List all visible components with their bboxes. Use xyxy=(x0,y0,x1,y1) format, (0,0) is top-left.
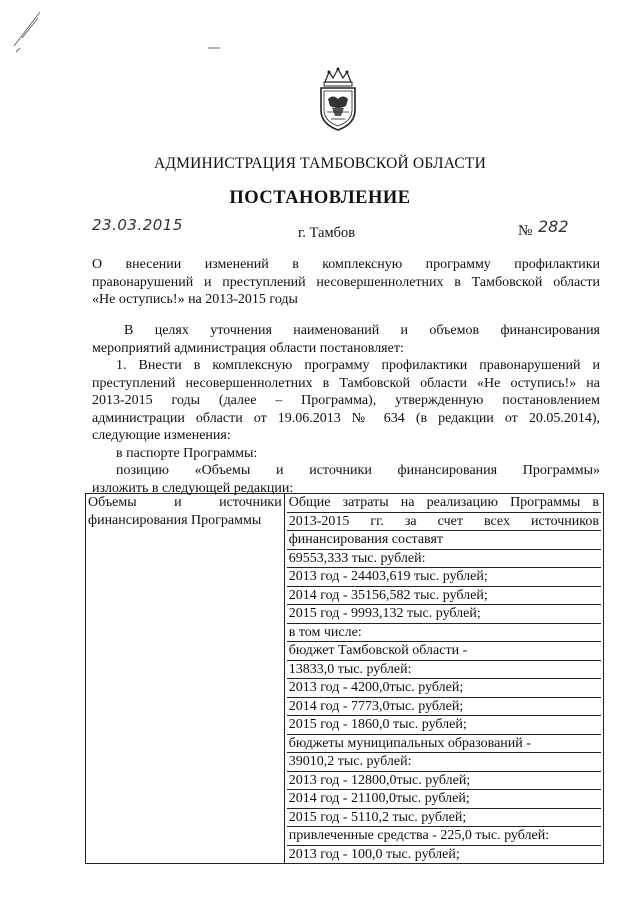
right-cell-line: 2013 год - 4200,0тыс. рублей; xyxy=(287,678,601,697)
organization-name: АДМИНИСТРАЦИЯ ТАМБОВСКОЙ ОБЛАСТИ xyxy=(154,155,486,172)
body-line: позицию «Объемы и источники финансирования Программы» xyxy=(116,463,600,478)
right-cell-line: 2014 год - 7773,0тыс. рублей; xyxy=(287,697,601,716)
document-type-title: ПОСТАНОВЛЕНИЕ xyxy=(229,188,411,208)
table-right-cell xyxy=(284,494,603,864)
left-cell-line: Объемы и источники xyxy=(88,495,282,510)
document-city: г. Тамбов xyxy=(298,225,356,241)
margin-scribble xyxy=(8,8,48,58)
body-line: 2013-2015 годы (далее – Программа), утвержденную постановлением xyxy=(92,393,600,408)
right-cell-line: 2013 год - 100,0 тыс. рублей; xyxy=(287,845,601,864)
body-line: В целях уточнения наименований и объемов финансирования xyxy=(124,323,600,338)
right-cell-line: финансирования составят xyxy=(287,530,601,549)
body-line: 1. Внести в комплексную программу профилактики правонарушений и xyxy=(116,358,600,373)
document-body xyxy=(92,322,600,497)
right-cell-line: 2015 год - 5110,2 тыс. рублей; xyxy=(287,808,601,827)
document-number-label: № xyxy=(518,223,533,239)
right-cell-line: 69553,333 тыс. рублей: xyxy=(287,549,601,568)
right-cell-line: 2014 год - 21100,0тыс. рублей; xyxy=(287,789,601,808)
document-date: 23.03.2015 xyxy=(92,216,183,234)
right-cell-line: 39010,2 тыс. рублей: xyxy=(287,752,601,771)
coat-of-arms-emblem xyxy=(313,64,363,134)
document-number: 282 xyxy=(538,217,569,236)
body-line: следующие изменения: xyxy=(92,428,231,443)
passport-table xyxy=(85,493,604,864)
document-subject xyxy=(92,256,600,309)
right-cell-line: в том числе: xyxy=(287,623,601,642)
right-cell-line: бюджеты муниципальных образований - xyxy=(287,734,601,753)
right-cell-line: 2015 год - 9993,132 тыс. рублей; xyxy=(287,604,601,623)
body-line: администрации области от 19.06.2013 № 634 (в редакции от 20.05.2014), xyxy=(92,410,600,426)
right-cell-line: 2013 год - 24403,619 тыс. рублей; xyxy=(287,567,601,586)
table-left-cell xyxy=(86,494,285,864)
right-cell-line: привлеченные средства - 225,0 тыс. рублей: xyxy=(287,826,601,845)
right-cell-line: 13833,0 тыс. рублей: xyxy=(287,660,601,679)
right-cell-line: Общие затраты на реализацию Программы в xyxy=(288,495,599,510)
left-cell-line: финансирования Программы xyxy=(88,512,262,528)
right-cell-line: 2013 год - 12800,0тыс. рублей; xyxy=(287,771,601,790)
right-cell-line: 2014 год - 35156,582 тыс. рублей; xyxy=(287,586,601,605)
right-cell-line: 2015 год - 1860,0 тыс. рублей; xyxy=(287,715,601,734)
subject-line: О внесении изменений в комплексную программу профилактики xyxy=(92,257,600,272)
body-line: преступлений несовершеннолетних в Тамбовской области «Не оступись!» на xyxy=(92,375,600,391)
subject-line: «Не оступись!» на 2013-2015 годы xyxy=(92,292,298,307)
body-line: изложить в следующей редакции: xyxy=(92,480,294,496)
subject-line: правонарушений и преступлений несовершеннолетних в Тамбовской области xyxy=(92,274,600,290)
body-line: в паспорте Программы: xyxy=(116,445,258,461)
right-cell-line: бюджет Тамбовской области - xyxy=(287,641,601,660)
body-line: мероприятий администрация области постановляет: xyxy=(92,340,404,356)
table-row xyxy=(86,494,604,864)
right-cell-line: 2013-2015 гг. за счет всех источников xyxy=(288,513,599,529)
margin-mark xyxy=(207,45,221,51)
